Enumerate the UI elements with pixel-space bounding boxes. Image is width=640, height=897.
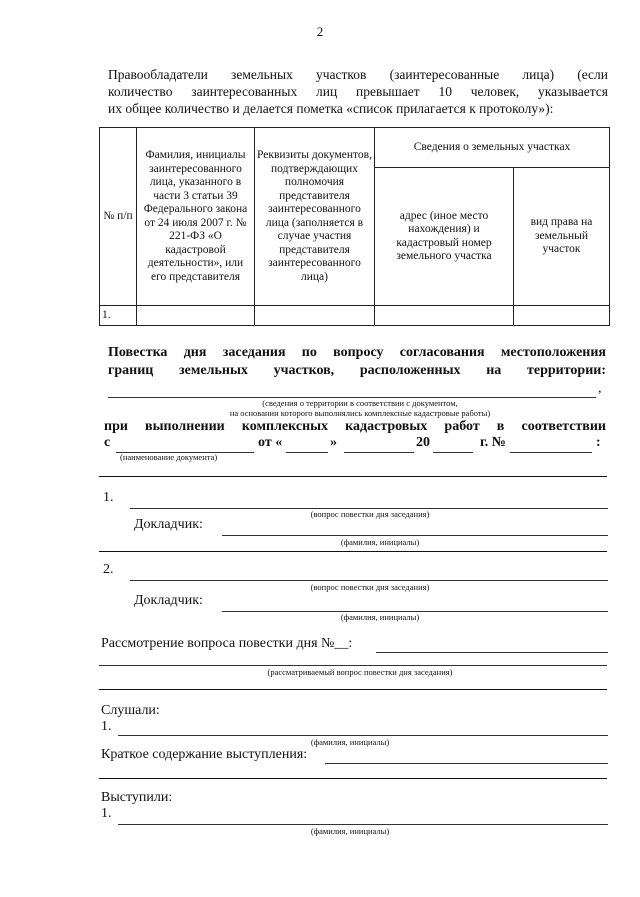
consideration-field-3[interactable] xyxy=(99,689,607,690)
page-number: 2 xyxy=(316,24,324,39)
spoke-field[interactable] xyxy=(118,824,608,825)
summary-field[interactable] xyxy=(325,763,608,764)
header-name: Фамилия, инициалы заинтересованного лица, указанного в части 3 статьи 39 Федерального закона от 24 июля 2007 г. № 221-ФЗ «О кадастровой деятельности», или его представителя xyxy=(137,128,255,306)
doc-continuation-line[interactable] xyxy=(99,476,607,477)
intro-paragraph xyxy=(108,66,608,117)
row-num: 1. xyxy=(100,306,137,326)
territory-caption-2: на основании которого выполнялись комплексные кадастровые работы) xyxy=(229,408,491,418)
doc-number-field[interactable] xyxy=(510,452,592,453)
consideration-field-2[interactable] xyxy=(99,665,607,666)
separator-line xyxy=(99,551,607,552)
label-g-num: г. № xyxy=(480,435,506,450)
year-field[interactable] xyxy=(433,452,473,453)
speaker-caption: (фамилия, инициалы) xyxy=(340,612,420,622)
month-field[interactable] xyxy=(344,452,414,453)
label-colon: : xyxy=(596,435,601,450)
consideration-label: Рассмотрение вопроса повестки дня №__: xyxy=(101,636,353,651)
label-c: с xyxy=(104,435,111,450)
spoke-caption: (фамилия, инициалы) xyxy=(310,826,390,836)
listened-field[interactable] xyxy=(118,735,608,736)
intro-line: Правообладатели земельных участков (заинтересованные лица) (если xyxy=(108,67,608,82)
question-field[interactable] xyxy=(130,580,608,581)
comma: , xyxy=(598,381,602,396)
speaker-label: Докладчик: xyxy=(134,593,203,608)
header-land-info: Сведения о земельных участках xyxy=(375,128,610,168)
label-quote: » xyxy=(330,435,337,450)
consideration-field[interactable] xyxy=(376,652,608,653)
agenda-line3: при выполнении комплексных кадастровых работ в соответствии xyxy=(104,419,606,434)
question-caption: (вопрос повестки дня заседания) xyxy=(310,509,430,519)
speaker-field[interactable] xyxy=(222,535,608,536)
summary-field-2[interactable] xyxy=(99,778,607,779)
agenda-heading-line1: Повестка дня заседания по вопросу согласования местоположения xyxy=(108,345,606,360)
consideration-caption: (рассматриваемый вопрос повестки дня заседания) xyxy=(267,667,453,677)
header-num: № п/п xyxy=(100,128,137,306)
listened-number: 1. xyxy=(101,719,112,734)
question-caption: (вопрос повестки дня заседания) xyxy=(310,582,430,592)
speaker-caption: (фамилия, инициалы) xyxy=(340,537,420,547)
rightholders-table xyxy=(99,127,610,326)
listened-label: Слушали: xyxy=(101,703,160,718)
day-field[interactable] xyxy=(286,452,328,453)
intro-line: количество заинтересованных лиц превышает 10 человек, указывается xyxy=(108,84,608,99)
item-number: 2. xyxy=(103,562,114,577)
item-number: 1. xyxy=(103,490,114,505)
listened-caption: (фамилия, инициалы) xyxy=(310,737,390,747)
territory-caption-1: (сведения о территории в соответствии с документом, xyxy=(262,398,458,408)
label-ot: от « xyxy=(258,435,283,450)
spoke-number: 1. xyxy=(101,806,112,821)
table-cell[interactable] xyxy=(137,306,255,326)
table-cell[interactable] xyxy=(514,306,610,326)
table-cell[interactable] xyxy=(255,306,375,326)
header-right-type: вид права на земельный участок xyxy=(514,168,610,306)
speaker-label: Докладчик: xyxy=(134,517,203,532)
spoke-label: Выступили: xyxy=(101,790,173,805)
table-cell[interactable] xyxy=(375,306,514,326)
summary-label: Краткое содержание выступления: xyxy=(101,747,308,762)
agenda-heading-line2: границ земельных участков, расположенных на территории: xyxy=(108,363,606,378)
label-20: 20 xyxy=(416,435,430,450)
header-docs: Реквизиты документов, подтверждающих полномочия представителя заинтересованного лица (заполняется в случае участия представителя заинтересованного лица) xyxy=(255,128,375,306)
intro-line: их общее количество и делается пометка «список прилагается к протоколу»): xyxy=(108,101,554,116)
doc-caption: (наименование документа) xyxy=(120,452,218,462)
header-address: адрес (иное место нахождения) и кадастровый номер земельного участка xyxy=(375,168,514,306)
